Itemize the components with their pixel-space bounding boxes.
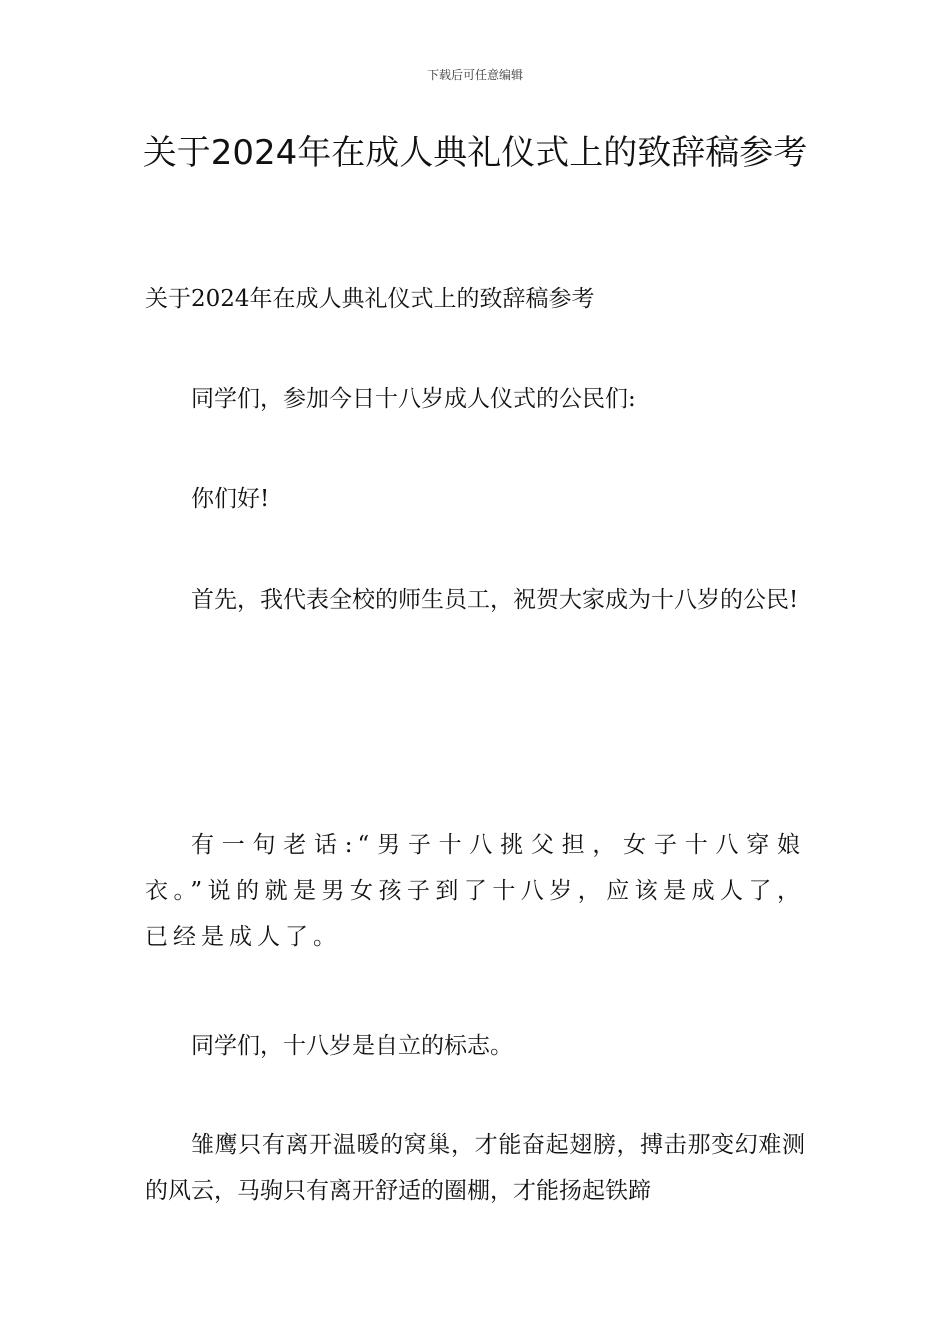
subtitle-paragraph: 关于2024年在成人典礼仪式上的致辞稿参考: [145, 286, 595, 312]
salutation-paragraph: 同学们，参加今日十八岁成人仪式的公民们:: [191, 386, 636, 412]
eagle-paragraph: 雏鹰只有离开温暖的窝巢，才能奋起翅膀，搏击那变幻难测的风云，马驹只有离开舒适的圈棚，才能扬起铁蹄: [145, 1132, 805, 1204]
greeting-paragraph: 你们好!: [191, 486, 270, 512]
proverb-paragraph: 有一句老话:“男子十八挑父担，女子十八穿娘衣。”说的就是男女孩子到了十八岁，应该是成人了，已经是成人了。: [145, 832, 805, 950]
download-note: 下载后可任意编辑: [426, 68, 523, 82]
congratulation-paragraph: 首先，我代表全校的师生员工，祝贺大家成为十八岁的公民!: [191, 587, 799, 613]
independence-paragraph: 同学们，十八岁是自立的标志。: [191, 1033, 513, 1059]
document-title: 关于2024年在成人典礼仪式上的致辞稿参考: [142, 133, 808, 173]
